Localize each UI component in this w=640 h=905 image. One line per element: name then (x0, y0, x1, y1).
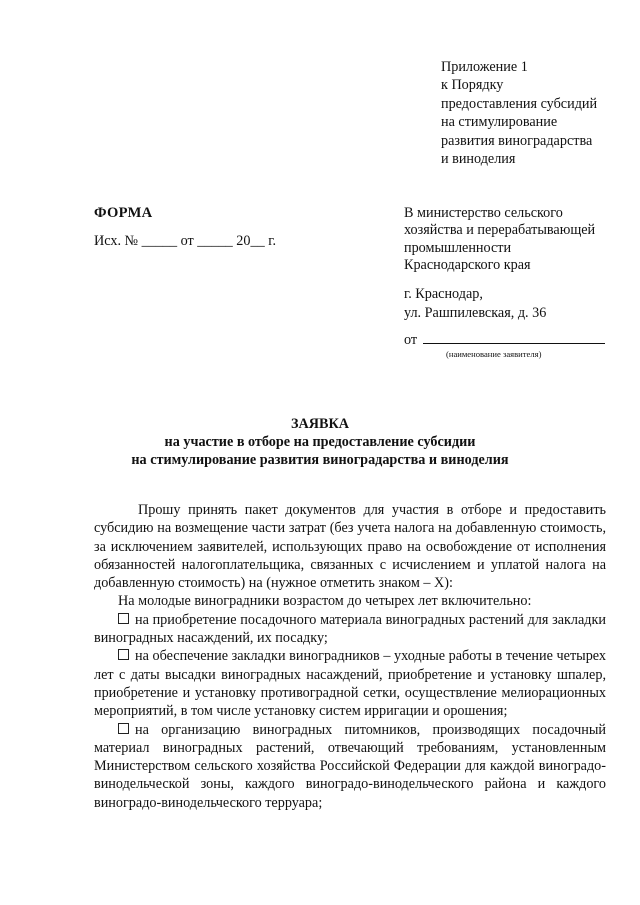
addressee-line: В министерство сельского (404, 205, 563, 221)
form-label: ФОРМА (94, 205, 153, 221)
applicant-caption: (наименование заявителя) (446, 349, 542, 359)
appendix-line: развития виноградарства (441, 132, 593, 149)
addressee-street: ул. Рашпилевская, д. 36 (404, 305, 547, 321)
addressee-address (404, 285, 546, 323)
appendix-line: предоставления субсидий (441, 95, 598, 112)
option-item (94, 721, 606, 812)
checkbox[interactable] (118, 723, 129, 734)
appendix-line: на стимулирование (441, 114, 558, 131)
option-text: на приобретение посадочного материала виноградных растений для закладки виноградных насаждений, их посадку; (94, 611, 606, 647)
addressee-line: хозяйства и перерабатывающей (404, 222, 596, 239)
applicant-field (404, 331, 605, 349)
appendix-line: и виноделия (441, 151, 516, 168)
section-heading: На молодые виноградники возрастом до четырех лет включительно: (118, 593, 532, 610)
application-body (94, 501, 606, 812)
appendix-line: к Порядку (441, 77, 504, 94)
title-line: на стимулирование развития виноградарства и виноделия (131, 452, 509, 468)
addressee-city: г. Краснодар, (404, 286, 483, 302)
checkbox[interactable] (118, 649, 129, 660)
addressee-block (404, 205, 634, 274)
option-text: на организацию виноградных питомников, производящих посадочный материал виноградных растений, отвечающий требованиям, установленным Министерством сельского хозяйства Российской Федерации для каждой виноградо-винодельческой зоны, каждого виноградо-винодельческого района и каждого виноградо-винодельческого терруара; (94, 721, 606, 811)
option-item (94, 647, 606, 720)
addressee-line: промышленности (404, 239, 512, 256)
from-label: от (404, 332, 418, 348)
option-text: на обеспечение закладки виноградников – уходные работы в течение четырех лет с даты высадки виноградных насаждений, приобретение и установку шпалер, приобретение и установку противоградной сетки, осуществление мелиорационных мероприятий, в том числе установку систем ирригации и орошения; (94, 648, 606, 720)
appendix-reference (441, 58, 631, 168)
checkbox[interactable] (118, 613, 129, 624)
applicant-name-line (423, 331, 605, 344)
document-title (0, 415, 640, 469)
option-item (94, 611, 606, 648)
appendix-line: Приложение 1 (441, 59, 528, 75)
title-line: на участие в отборе на предоставление субсидии (164, 434, 476, 450)
addressee-line: Краснодарского края (404, 256, 531, 273)
outgoing-number: Исх. № _____ от _____ 20__ г. (94, 233, 276, 249)
intro-paragraph: Прошу принять пакет документов для участия в отборе и предоставить субсидию на возмещение части затрат (без учета налога на добавленную стоимость, за исключением заявителей, использующих право на освобождение от исполнения обязанностей налогоплательщика, связанных с исчислением и уплатой налога на добавленную стоимость) на (нужное отметить знаком – Х): (94, 502, 606, 592)
title-heading: ЗАЯВКА (291, 416, 349, 432)
